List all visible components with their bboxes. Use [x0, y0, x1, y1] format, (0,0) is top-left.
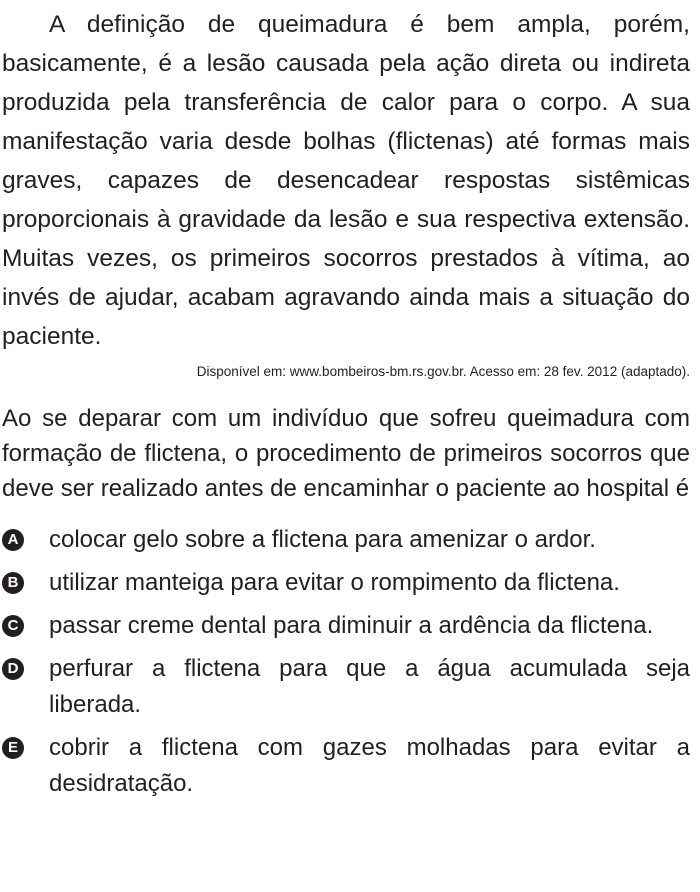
source-citation: Disponível em: www.bombeiros-bm.rs.gov.br. Acesso em: 28 fev. 2012 (adaptado). [196, 364, 690, 379]
option-a-text: colocar gelo sobre a flictena para amenizar o ardor. [49, 526, 596, 553]
option-d[interactable] [2, 651, 690, 723]
option-b-letter-icon: B [2, 572, 24, 594]
option-c-text: passar creme dental para diminuir a ardência da flictena. [49, 612, 654, 639]
passage-text: A definição de queimadura é bem ampla, porém, basicamente, é a lesão causada pela ação direta ou indireta produzida pela transferência de calor para o corpo. A sua manifestação varia desde bolhas (flictenas) até formas mais graves, capazes de desencadear respostas sistêmicas proporcionais à gravidade da lesão e sua respectiva extensão. Muitas vezes, os primeiros socorros prestados à vítima, ao invés de ajudar, acabam agravando ainda mais a situação do paciente. [2, 11, 690, 350]
option-c-letter-icon: C [2, 615, 24, 637]
question-stem: Ao se deparar com um indivíduo que sofreu queimadura com formação de flictena, o procedimento de primeiros socorros que deve ser realizado antes de encaminhar o paciente ao hospital é [2, 405, 690, 502]
option-b-text: utilizar manteiga para evitar o rompimento da flictena. [49, 569, 620, 596]
option-e-text: cobrir a flictena com gazes molhadas para evitar a desidratação. [49, 734, 690, 797]
option-e[interactable] [2, 730, 690, 802]
option-d-letter-icon: D [2, 658, 24, 680]
option-c[interactable] [2, 608, 690, 644]
option-a[interactable] [2, 522, 690, 558]
option-b[interactable] [2, 565, 690, 601]
answer-options [2, 522, 690, 802]
option-a-letter-icon: A [2, 529, 24, 551]
option-d-text: perfurar a flictena para que a água acumulada seja liberada. [49, 655, 690, 718]
option-e-letter-icon: E [2, 737, 24, 759]
